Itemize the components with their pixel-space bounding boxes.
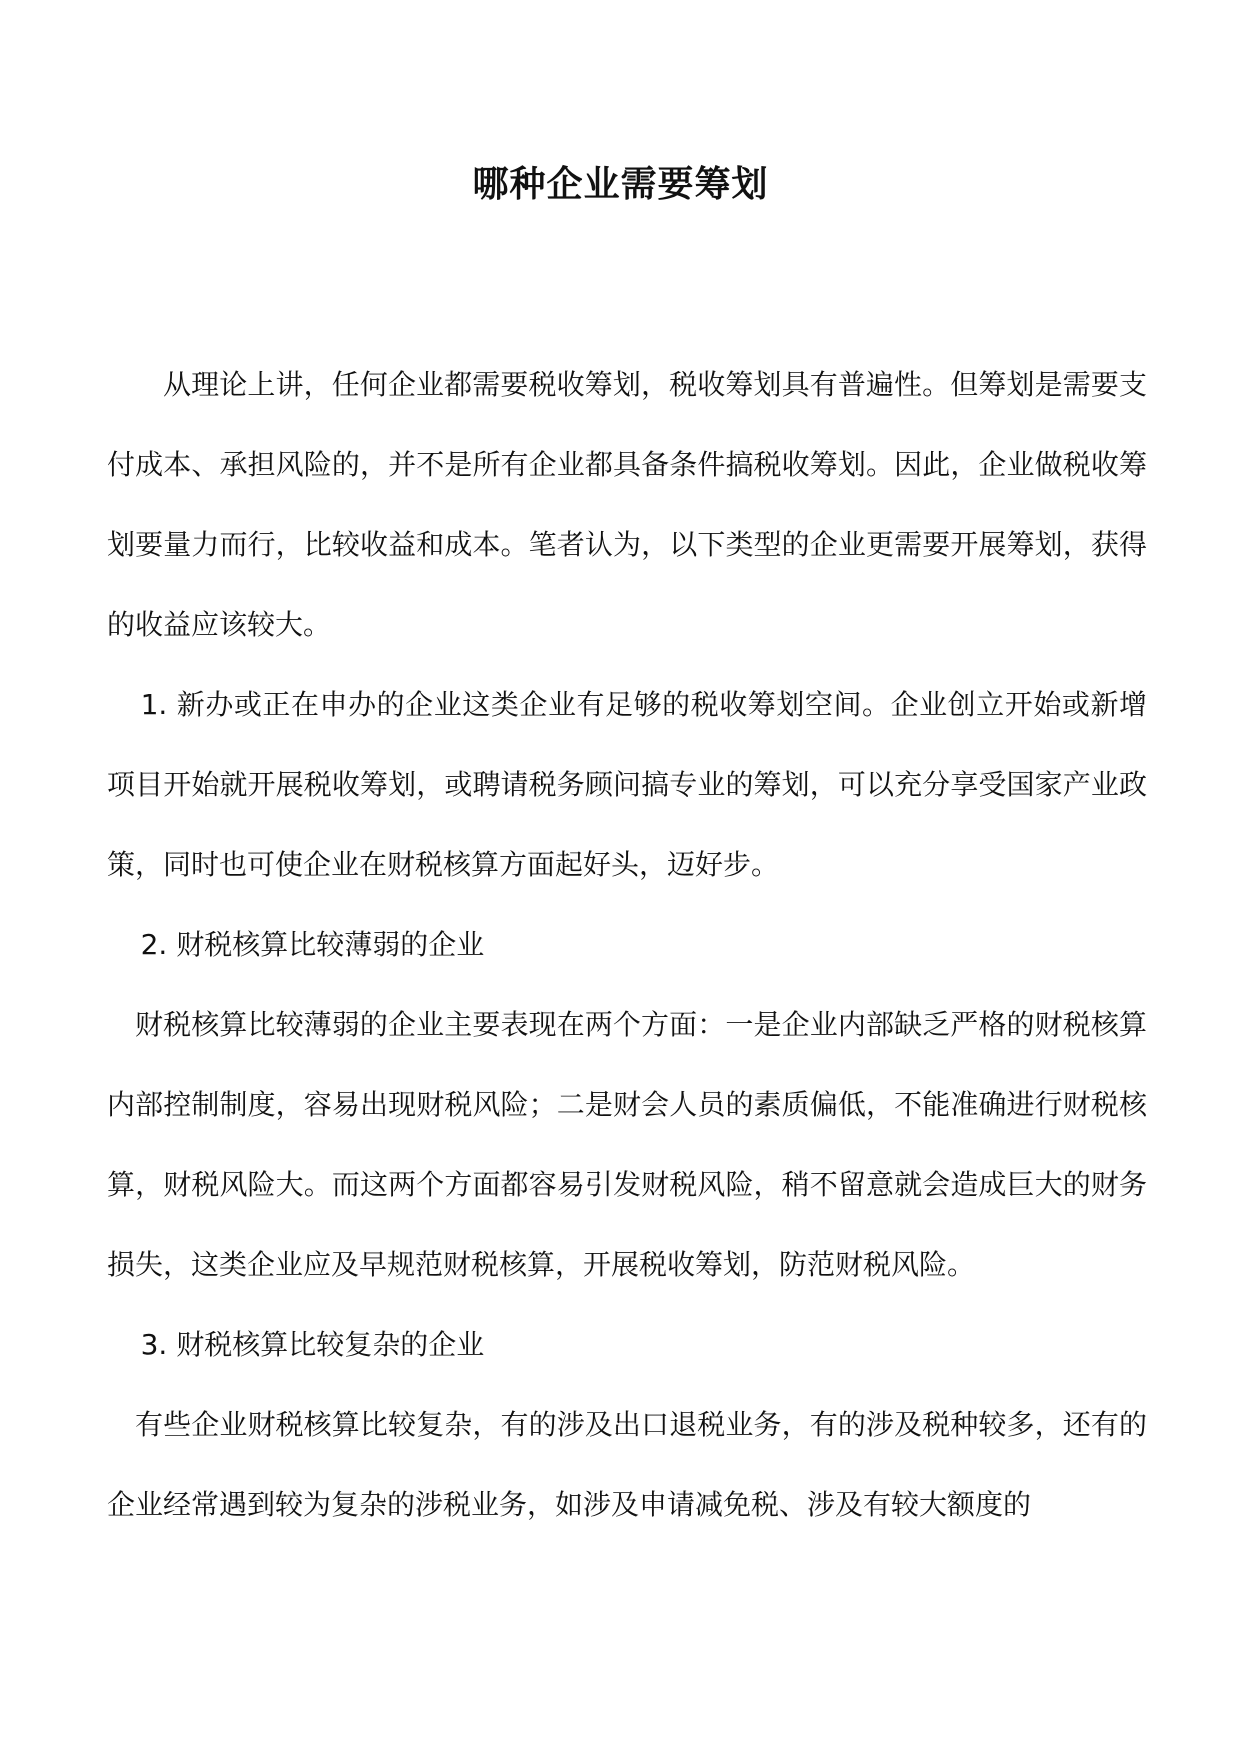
paragraph-item-3-body: 有些企业财税核算比较复杂，有的涉及出口退税业务，有的涉及税种较多，还有的企业经常遇到较为复杂的涉税业务，如涉及申请减免税、涉及有较大额度的: [107, 1408, 1147, 1521]
heading-item-3: 3. 财税核算比较复杂的企业: [140, 1328, 485, 1361]
paragraph-item-2-body: 财税核算比较薄弱的企业主要表现在两个方面：一是企业内部缺乏严格的财税核算内部控制制度，容易出现财税风险；二是财会人员的素质偏低，不能准确进行财税核算，财税风险大。而这两个方面都容易引发财税风险，稍不留意就会造成巨大的财务损失，这类企业应及早规范财税核算，开展税收筹划，防范财税风险。: [107, 1008, 1147, 1281]
paragraph-intro: 从理论上讲，任何企业都需要税收筹划，税收筹划具有普遍性。但筹划是需要支付成本、承担风险的，并不是所有企业都具备条件搞税收筹划。因此，企业做税收筹划要量力而行，比较收益和成本。笔者认为，以下类型的企业更需要开展筹划，获得的收益应该较大。: [107, 368, 1147, 641]
paragraph-item-1: 1. 新办或正在申办的企业这类企业有足够的税收筹划空间。企业创立开始或新增项目开始就开展税收筹划，或聘请税务顾问搞专业的筹划，可以充分享受国家产业政策，同时也可使企业在财税核算方面起好头，迈好步。: [107, 688, 1147, 881]
document-title: 哪种企业需要筹划: [472, 163, 769, 205]
heading-item-2: 2. 财税核算比较薄弱的企业: [140, 928, 485, 961]
document-body: [107, 345, 1147, 1545]
